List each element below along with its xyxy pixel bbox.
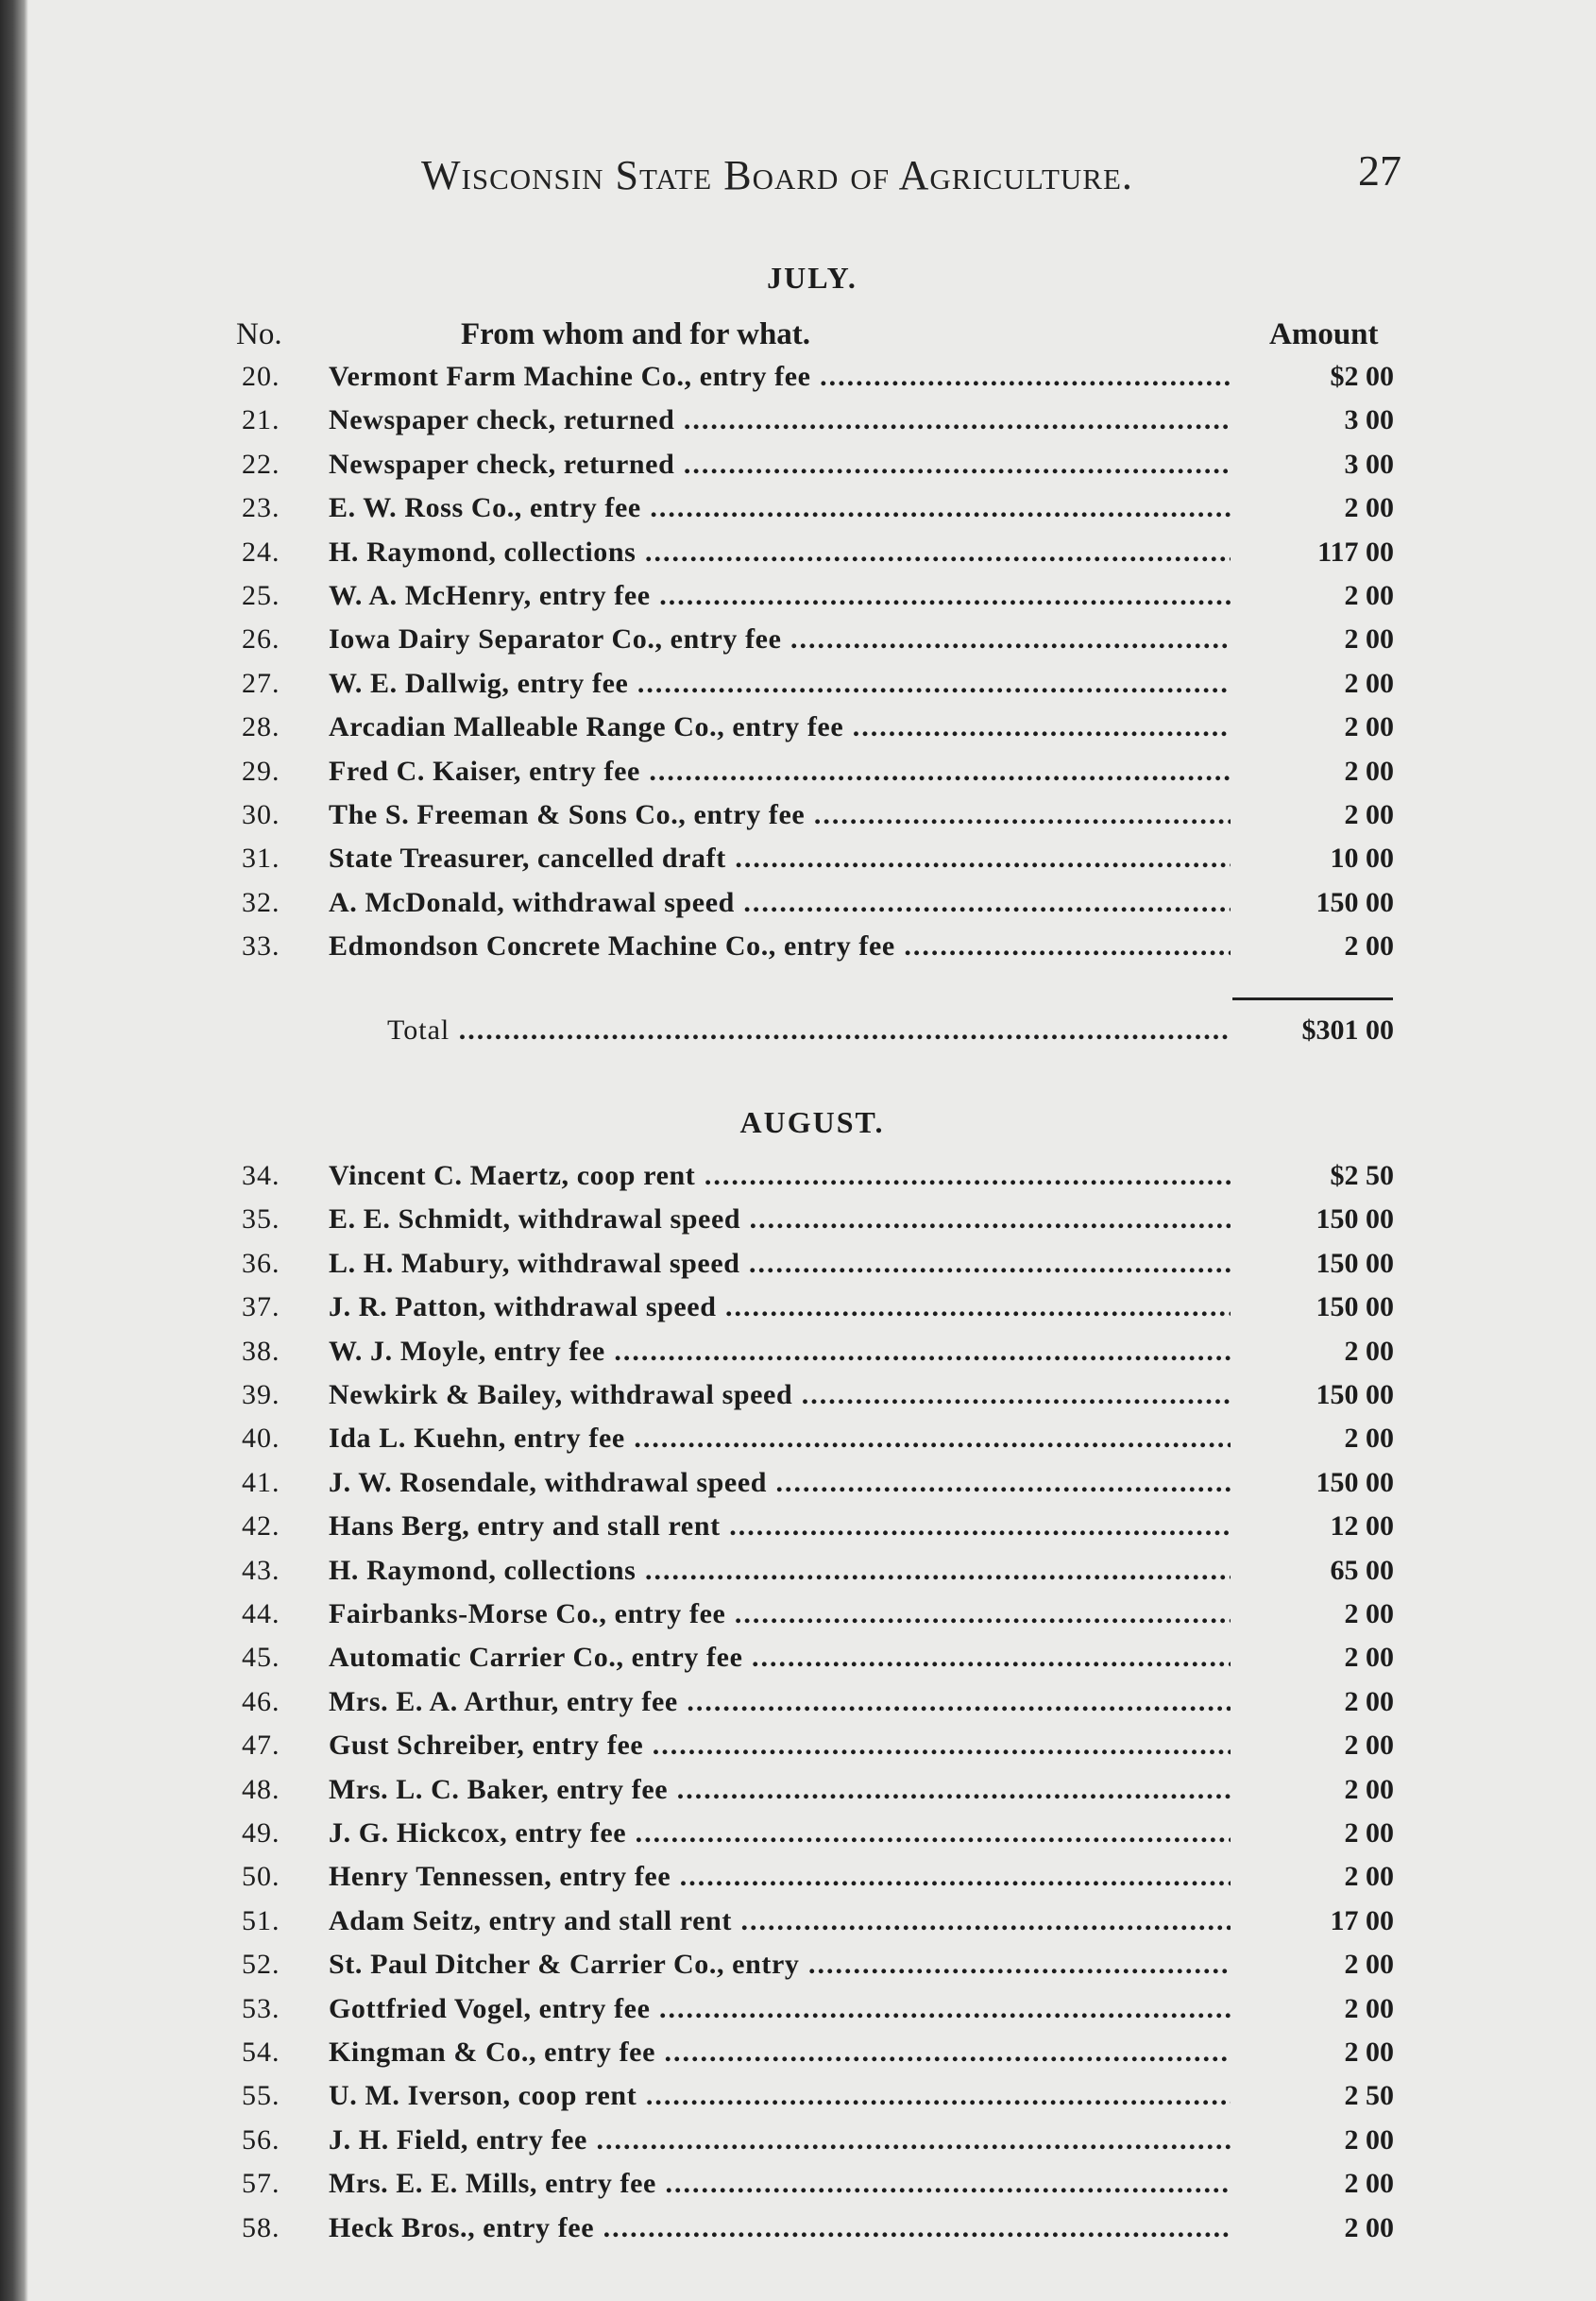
- entry-description: Mrs. E. E. Mills, entry fee .....: [329, 2168, 1231, 2200]
- entry-number: 39.: [242, 1379, 280, 1410]
- entry-description: Gottfried Vogel, entry fee .....: [329, 1993, 1231, 2025]
- entry-amount: 2 00: [1344, 580, 1394, 611]
- total-label: Total .....: [387, 1014, 1231, 1047]
- total-amount: $301 00: [1301, 1014, 1394, 1046]
- entry-description: Fairbanks-Morse Co., entry fee .....: [329, 1598, 1231, 1630]
- entry-amount: 2 00: [1344, 492, 1394, 524]
- entry-number: 20.: [242, 361, 280, 392]
- ledger-row: [0, 1774, 1596, 1817]
- entry-number: 30.: [242, 799, 280, 830]
- ledger-row: [0, 2080, 1596, 2123]
- entry-amount: 65 00: [1330, 1554, 1394, 1586]
- entry-number: 37.: [242, 1291, 280, 1323]
- entry-number: 35.: [242, 1203, 280, 1236]
- ledger-row: [0, 1642, 1596, 1685]
- entry-description: Newkirk & Bailey, withdrawal speed .....: [329, 1379, 1231, 1411]
- entry-number: 42.: [242, 1510, 280, 1543]
- ledger-row: [0, 1861, 1596, 1904]
- entry-description: Vincent C. Maertz, coop rent .....: [329, 1160, 1231, 1192]
- entry-description: W. A. McHenry, entry fee .....: [329, 580, 1231, 612]
- entry-description: H. Raymond, collections .....: [329, 537, 1231, 569]
- entry-description: Newspaper check, returned .....: [329, 404, 1231, 436]
- ledger-row: [0, 1905, 1596, 1949]
- entry-amount: 2 00: [1344, 1335, 1394, 1367]
- entry-amount: $2 50: [1330, 1160, 1394, 1191]
- section-title-july: JULY.: [767, 261, 857, 295]
- entry-number: 25.: [242, 580, 280, 611]
- entry-number: 53.: [242, 1992, 280, 2024]
- entry-description: L. H. Mabury, withdrawal speed .....: [329, 1248, 1231, 1280]
- entry-number: 46.: [242, 1685, 280, 1717]
- entry-amount: 2 00: [1344, 1642, 1394, 1674]
- entry-number: 43.: [242, 1554, 280, 1586]
- ledger-row: [0, 1686, 1596, 1730]
- entry-number: 45.: [242, 1642, 280, 1674]
- entry-number: 28.: [242, 711, 280, 743]
- entry-amount: 2 00: [1344, 2123, 1394, 2156]
- entry-description: Edmondson Concrete Machine Co., entry fee .....: [329, 930, 1231, 963]
- entry-description: Automatic Carrier Co., entry fee .....: [329, 1642, 1231, 1674]
- entry-description: W. E. Dallwig, entry fee .....: [329, 668, 1231, 700]
- ledger-row: [0, 843, 1596, 886]
- ledger-row: [0, 799, 1596, 843]
- entry-number: 50.: [242, 1861, 280, 1893]
- ledger-row: [0, 887, 1596, 930]
- entry-number: 29.: [242, 755, 280, 787]
- entry-number: 54.: [242, 2037, 280, 2068]
- entry-amount: 2 00: [1344, 667, 1394, 699]
- ledger-row: [0, 1291, 1596, 1335]
- entry-number: 56.: [242, 2123, 280, 2156]
- page-number: 27: [1358, 146, 1401, 195]
- entry-amount: 2 50: [1344, 2080, 1394, 2112]
- entry-amount: 2 00: [1344, 1423, 1394, 1455]
- ledger-row: [0, 1160, 1596, 1203]
- entry-amount: 2 00: [1344, 1992, 1394, 2024]
- entry-number: 44.: [242, 1598, 280, 1629]
- entry-number: 24.: [242, 536, 280, 568]
- entry-number: 49.: [242, 1817, 280, 1849]
- entry-amount: 150 00: [1316, 886, 1394, 918]
- entry-description: Vermont Farm Machine Co., entry fee .....: [329, 361, 1231, 393]
- entry-number: 47.: [242, 1730, 280, 1762]
- entry-amount: 2 00: [1344, 2168, 1394, 2200]
- ledger-row: [0, 1379, 1596, 1423]
- ledger-row: [0, 1336, 1596, 1379]
- entry-description: E. E. Schmidt, withdrawal speed .....: [329, 1203, 1231, 1236]
- ledger-row: [0, 537, 1596, 580]
- ledger-row: [0, 930, 1596, 974]
- entry-number: 31.: [242, 843, 280, 875]
- entry-description: Hans Berg, entry and stall rent .....: [329, 1510, 1231, 1543]
- entry-number: 57.: [242, 2168, 280, 2200]
- entry-description: Ida L. Kuehn, entry fee .....: [329, 1423, 1231, 1455]
- entry-number: 21.: [242, 404, 280, 436]
- entry-number: 58.: [242, 2211, 280, 2243]
- entry-number: 51.: [242, 1904, 280, 1936]
- entry-description: W. J. Moyle, entry fee .....: [329, 1336, 1231, 1368]
- entry-description: Iowa Dairy Separator Co., entry fee .....: [329, 623, 1231, 656]
- entry-number: 22.: [242, 448, 280, 480]
- entry-description: U. M. Iverson, coop rent .....: [329, 2080, 1231, 2112]
- ledger-row: [0, 449, 1596, 492]
- ledger-row: [0, 361, 1596, 404]
- entry-amount: 2 00: [1344, 711, 1394, 743]
- entry-amount: 2 00: [1344, 1861, 1394, 1893]
- entry-amount: 2 00: [1344, 2037, 1394, 2068]
- entry-number: 41.: [242, 1466, 280, 1498]
- entry-number: 48.: [242, 1773, 280, 1805]
- ledger-row: [0, 1467, 1596, 1510]
- entry-description: A. McDonald, withdrawal speed .....: [329, 887, 1231, 919]
- entry-description: E. W. Ross Co., entry fee .....: [329, 492, 1231, 524]
- entry-description: The S. Freeman & Sons Co., entry fee .....: [329, 799, 1231, 831]
- entry-amount: 2 00: [1344, 1817, 1394, 1849]
- entry-number: 55.: [242, 2080, 280, 2112]
- entry-number: 27.: [242, 667, 280, 699]
- entry-description: J. W. Rosendale, withdrawal speed .....: [329, 1467, 1231, 1499]
- entry-amount: 2 00: [1344, 1949, 1394, 1981]
- section-title-august: AUGUST.: [739, 1105, 885, 1139]
- column-header-amount: Amount: [1269, 317, 1379, 351]
- entry-amount: 2 00: [1344, 1773, 1394, 1805]
- ledger-row: [0, 1949, 1596, 1992]
- entry-number: 32.: [242, 886, 280, 918]
- entry-amount: 150 00: [1316, 1291, 1394, 1323]
- entry-amount: 2 00: [1344, 2211, 1394, 2243]
- july-total-row: [0, 1014, 1596, 1058]
- entry-description: Adam Seitz, entry and stall rent .....: [329, 1905, 1231, 1937]
- entry-amount: 12 00: [1330, 1510, 1394, 1543]
- ledger-row: [0, 1555, 1596, 1598]
- entry-amount: 2 00: [1344, 755, 1394, 787]
- ledger-row: [0, 2124, 1596, 2168]
- column-header-from: From whom and for what.: [461, 317, 811, 351]
- entry-description: H. Raymond, collections .....: [329, 1555, 1231, 1587]
- entry-number: 40.: [242, 1423, 280, 1455]
- entry-amount: 3 00: [1344, 404, 1394, 436]
- entry-amount: 2 00: [1344, 1598, 1394, 1629]
- entry-amount: 2 00: [1344, 1685, 1394, 1717]
- entry-amount: 2 00: [1344, 1730, 1394, 1762]
- ledger-row: [0, 1598, 1596, 1642]
- entry-amount: $2 00: [1330, 361, 1394, 392]
- ledger-row: [0, 1993, 1596, 2037]
- ledger-row: [0, 668, 1596, 711]
- entry-number: 38.: [242, 1335, 280, 1367]
- entry-description: Heck Bros., entry fee .....: [329, 2212, 1231, 2244]
- entry-description: Mrs. E. A. Arthur, entry fee .....: [329, 1686, 1231, 1718]
- ledger-row: [0, 1817, 1596, 1861]
- entry-number: 52.: [242, 1949, 280, 1981]
- entry-description: Arcadian Malleable Range Co., entry fee .....: [329, 711, 1231, 743]
- entry-description: State Treasurer, cancelled draft .....: [329, 843, 1231, 875]
- ledger-row: [0, 623, 1596, 667]
- entry-number: 33.: [242, 930, 280, 963]
- ledger-row: [0, 1423, 1596, 1466]
- entry-description: Mrs. L. C. Baker, entry fee .....: [329, 1774, 1231, 1806]
- entry-number: 34.: [242, 1160, 280, 1191]
- ledger-row: [0, 1730, 1596, 1773]
- ledger-row: [0, 492, 1596, 536]
- entry-amount: 3 00: [1344, 448, 1394, 480]
- ledger-row: [0, 1510, 1596, 1554]
- entry-amount: 10 00: [1330, 843, 1394, 875]
- entry-number: 26.: [242, 623, 280, 656]
- entry-description: Newspaper check, returned .....: [329, 449, 1231, 481]
- ledger-row: [0, 580, 1596, 623]
- entry-amount: 150 00: [1316, 1247, 1394, 1279]
- entry-description: J. G. Hickcox, entry fee .....: [329, 1817, 1231, 1849]
- total-rule: [1232, 997, 1393, 1000]
- ledger-row: [0, 1248, 1596, 1291]
- entry-amount: 117 00: [1317, 536, 1394, 568]
- entry-amount: 2 00: [1344, 623, 1394, 656]
- entry-description: Fred C. Kaiser, entry fee .....: [329, 756, 1231, 788]
- entry-description: Kingman & Co., entry fee .....: [329, 2037, 1231, 2069]
- ledger-row: [0, 756, 1596, 799]
- ledger-row: [0, 2212, 1596, 2256]
- entry-description: J. H. Field, entry fee .....: [329, 2124, 1231, 2156]
- entry-amount: 150 00: [1316, 1466, 1394, 1498]
- entry-description: St. Paul Ditcher & Carrier Co., entry .....: [329, 1949, 1231, 1981]
- entry-description: J. R. Patton, withdrawal speed .....: [329, 1291, 1231, 1323]
- column-header-no: No.: [236, 317, 282, 351]
- ledger-row: [0, 2037, 1596, 2080]
- ledger-row: [0, 404, 1596, 448]
- ledger-row: [0, 2168, 1596, 2211]
- entry-amount: 2 00: [1344, 799, 1394, 830]
- entry-amount: 2 00: [1344, 930, 1394, 963]
- entry-number: 23.: [242, 492, 280, 524]
- ledger-row: [0, 1203, 1596, 1247]
- entry-amount: 150 00: [1316, 1379, 1394, 1410]
- ledger-row: [0, 711, 1596, 755]
- running-head: Wisconsin State Board of Agriculture.: [421, 152, 1133, 198]
- entry-description: Henry Tennessen, entry fee .....: [329, 1861, 1231, 1893]
- entry-amount: 150 00: [1316, 1203, 1394, 1236]
- entry-amount: 17 00: [1330, 1904, 1394, 1936]
- entry-description: Gust Schreiber, entry fee .....: [329, 1730, 1231, 1762]
- entry-number: 36.: [242, 1247, 280, 1279]
